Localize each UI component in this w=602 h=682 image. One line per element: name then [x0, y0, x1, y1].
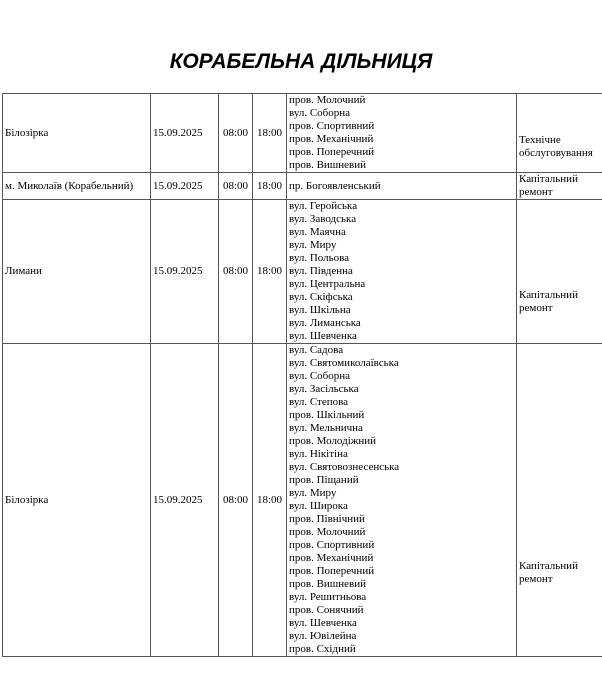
street-item: вул. Святомиколаївська: [289, 357, 399, 369]
street-item: пров. Молочний: [289, 94, 366, 106]
street-item: пров. Поперечний: [289, 565, 375, 577]
street-item: пров. Поперечний: [289, 146, 375, 158]
settlement-cell: Білозірка: [3, 94, 151, 173]
street-item: вул. Лиманська: [289, 317, 361, 329]
date-cell: 15.09.2025: [151, 200, 219, 344]
table-row: [3, 344, 602, 657]
date-cell: 15.09.2025: [151, 173, 219, 200]
table-body: [3, 94, 602, 657]
street-item: пров. Шкільний: [289, 409, 365, 421]
work-type-cell: Капітальний ремонт: [517, 173, 602, 200]
street-item: вул. Шкільна: [289, 304, 351, 316]
street-item: вул. Скіфська: [289, 291, 353, 303]
streets-cell: [287, 94, 517, 173]
settlement-cell: Лимани: [3, 200, 151, 344]
street-item: вул. Заводська: [289, 213, 357, 225]
street-item: вул. Маячна: [289, 226, 346, 238]
table-row: [3, 94, 602, 173]
street-item: вул. Решитньова: [289, 591, 367, 603]
street-item: вул. Миру: [289, 239, 337, 251]
work-type-cell: Технічне обслуговування: [517, 94, 602, 173]
street-item: пров. Північний: [289, 513, 365, 525]
start-time-cell: 08:00: [219, 94, 253, 173]
start-time-cell: 08:00: [219, 344, 253, 657]
date-cell: 15.09.2025: [151, 94, 219, 173]
street-item: пров. Піщаний: [289, 474, 359, 486]
settlement-cell: Білозірка: [3, 344, 151, 657]
street-item: пров. Спортивний: [289, 539, 375, 551]
table-row: [3, 200, 602, 344]
street-item: пров. Спортивний: [289, 120, 375, 132]
start-time-cell: 08:00: [219, 200, 253, 344]
streets-cell: [287, 200, 517, 344]
street-item: вул. Мельнична: [289, 422, 363, 434]
street-item: вул. Південна: [289, 265, 353, 277]
street-item: вул. Шевченка: [289, 617, 357, 629]
start-time-cell: 08:00: [219, 173, 253, 200]
work-type-cell: Капітальний ремонт: [517, 344, 602, 657]
streets-cell: [287, 344, 517, 657]
street-item: вул. Соборна: [289, 370, 351, 382]
street-item: пров. Східний: [289, 643, 356, 655]
settlement-cell: м. Миколаїв (Корабельний): [3, 173, 151, 200]
street-item: вул. Геройська: [289, 200, 358, 212]
date-cell: 15.09.2025: [151, 344, 219, 657]
street-item: вул. Соборна: [289, 107, 351, 119]
street-item: пр. Богоявленський: [289, 179, 381, 192]
street-item: вул. Центральна: [289, 278, 366, 290]
street-item: пров. Сонячний: [289, 604, 364, 616]
street-item: вул. Нікітіна: [289, 448, 348, 460]
street-item: пров. Молодіжний: [289, 435, 377, 447]
street-item: вул. Польова: [289, 252, 350, 264]
end-time-cell: 18:00: [253, 200, 287, 344]
street-item: вул. Широка: [289, 500, 348, 512]
street-item: пров. Вишневий: [289, 159, 367, 171]
street-item: вул. Степова: [289, 396, 349, 408]
street-item: вул. Святовознесенська: [289, 461, 400, 473]
street-item: пров. Механічний: [289, 552, 374, 564]
street-item: пров. Вишневий: [289, 578, 367, 590]
street-item: вул. Шевченка: [289, 330, 357, 342]
end-time-cell: 18:00: [253, 344, 287, 657]
street-item: пров. Механічний: [289, 133, 374, 145]
street-item: пров. Молочний: [289, 526, 366, 538]
street-item: вул. Ювілейна: [289, 630, 357, 642]
outage-schedule-table: [2, 93, 602, 657]
street-item: вул. Миру: [289, 487, 337, 499]
page-title: КОРАБЕЛЬНА ДІЛЬНИЦЯ: [169, 50, 433, 73]
street-item: вул. Засільська: [289, 383, 359, 395]
end-time-cell: 18:00: [253, 94, 287, 173]
streets-cell: [287, 173, 517, 200]
work-type-cell: Капітальний ремонт: [517, 200, 602, 344]
table-row: [3, 173, 602, 200]
end-time-cell: 18:00: [253, 173, 287, 200]
street-item: вул. Садова: [289, 344, 344, 356]
